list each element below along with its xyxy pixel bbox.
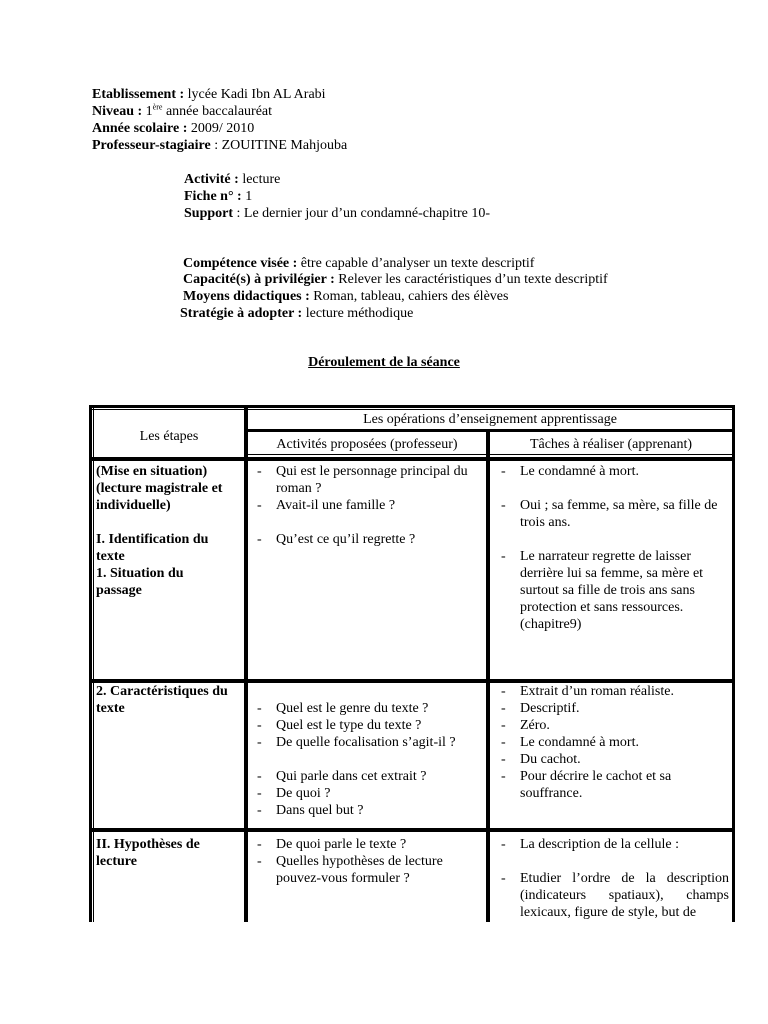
support-label: Support	[184, 206, 234, 221]
list-item: - Dans quel but ?	[251, 802, 485, 819]
row1-etape	[96, 463, 246, 599]
row2-etape	[96, 683, 246, 717]
list-item: - Descriptif.	[495, 700, 720, 717]
list-item: - Qui parle dans cet extrait ?	[251, 768, 485, 785]
list-item: - La description de la cellule :	[495, 836, 729, 853]
fiche-label: Fiche n° :	[184, 189, 242, 204]
row1-etape-spacer	[96, 514, 246, 531]
row2-etape-line: 2. Caractéristiques du	[96, 684, 228, 699]
competence-line	[183, 255, 534, 272]
list-item: - Zéro.	[495, 717, 720, 734]
row1-etape-line: (Mise en situation)	[96, 464, 208, 479]
capacites-value: Relever les caractéristiques d’un texte descriptif	[334, 272, 608, 287]
list-item: - Etudier l’ordre de la description (indicateurs spatiaux), champs lexicaux, figure de style, but de	[495, 870, 729, 921]
section-title: Déroulement de la séance	[308, 355, 460, 370]
moyens-line	[183, 288, 508, 305]
list-item: - Le condamné à mort.	[495, 463, 729, 480]
row1-etape-line: passage	[96, 583, 142, 598]
header-taches: Tâches à réaliser (apprenant)	[529, 437, 693, 452]
header-activites: Activités proposées (professeur)	[276, 437, 458, 452]
row3-activites-list	[251, 836, 483, 887]
capacites-line	[183, 271, 608, 288]
fiche-value: 1	[241, 189, 253, 204]
row1-etape-line: individuelle)	[96, 498, 171, 513]
list-item: - Extrait d’un roman réaliste.	[495, 683, 720, 700]
list-item: - Avait-il une famille ?	[251, 497, 483, 514]
list-item: - Quel est le type du texte ?	[251, 717, 485, 734]
activite-line	[184, 171, 280, 188]
row3-etape-line: lecture	[96, 854, 137, 869]
list-item: - Du cachot.	[495, 751, 720, 768]
row3-taches-list	[495, 836, 729, 921]
row3-etape-line: II. Hypothèses de	[96, 837, 200, 852]
list-item: - Quelles hypothèses de lecture pouvez-vous formuler ?	[251, 853, 483, 887]
niveau-value-suffix: année baccalauréat	[162, 104, 273, 119]
annee-label: Année scolaire :	[92, 121, 188, 136]
fiche-line	[184, 188, 252, 205]
header-etapes: Les étapes	[139, 429, 199, 444]
row1-etape-line: (lecture magistrale et	[96, 481, 223, 496]
annee-value: 2009/ 2010	[187, 121, 255, 136]
competence-value: être capable d’analyser un texte descriptif	[297, 256, 535, 271]
list-item: - Qu’est ce qu’il regrette ?	[251, 531, 483, 548]
activite-value: lecture	[238, 172, 281, 187]
professeur-label: Professeur-stagiaire	[92, 138, 211, 153]
list-item: - Pour décrire le cachot et sa souffrance.	[495, 768, 720, 802]
list-item: - Le narrateur regrette de laisser derrière lui sa femme, sa mère et surtout sa fille de trois ans sans protection et sans ressources. (chapitre9)	[495, 548, 729, 633]
row1-taches-list	[495, 463, 729, 633]
niveau-line	[92, 103, 272, 120]
etablissement-label: Etablissement :	[92, 87, 185, 102]
row2-etape-line: texte	[96, 701, 125, 716]
support-line	[184, 205, 490, 222]
niveau-sup: ère	[152, 102, 163, 112]
moyens-value: Roman, tableau, cahiers des élèves	[309, 289, 509, 304]
moyens-label: Moyens didactiques :	[183, 289, 310, 304]
list-item: - Le condamné à mort.	[495, 734, 720, 751]
strategie-value: lecture méthodique	[302, 306, 414, 321]
list-item: - Oui ; sa femme, sa mère, sa fille de trois ans.	[495, 497, 729, 531]
row1-etape-line: 1. Situation du	[96, 566, 184, 581]
row1-etape-line: texte	[96, 549, 125, 564]
niveau-value: 1	[142, 104, 153, 119]
row1-activites-list	[251, 463, 483, 548]
list-item: - De quoi ?	[251, 785, 485, 802]
professeur-value: : ZOUITINE Mahjouba	[210, 138, 348, 153]
etablissement-line	[92, 86, 326, 103]
list-item: - De quoi parle le texte ?	[251, 836, 483, 853]
row3-etape	[96, 836, 246, 870]
strategie-line	[180, 305, 413, 322]
annee-line	[92, 120, 254, 137]
row2-activites-list	[251, 700, 485, 819]
strategie-label: Stratégie à adopter :	[180, 306, 303, 321]
professeur-line	[92, 137, 347, 154]
support-value: : Le dernier jour d’un condamné-chapitre 10-	[233, 206, 490, 221]
activite-label: Activité :	[184, 172, 239, 187]
capacites-label: Capacité(s) à privilégier :	[183, 272, 335, 287]
list-item: - Quel est le genre du texte ?	[251, 700, 485, 717]
row2-taches-list	[495, 683, 720, 802]
list-item: - De quelle focalisation s’agit-il ?	[251, 734, 485, 751]
niveau-label: Niveau :	[92, 104, 143, 119]
list-item: - Qui est le personnage principal du roman ?	[251, 463, 483, 497]
competence-label: Compétence visée :	[183, 256, 298, 271]
header-operations: Les opérations d’enseignement apprentissage	[363, 412, 617, 427]
row1-etape-line: I. Identification du	[96, 532, 209, 547]
etablissement-value: lycée Kadi Ibn AL Arabi	[184, 87, 326, 102]
